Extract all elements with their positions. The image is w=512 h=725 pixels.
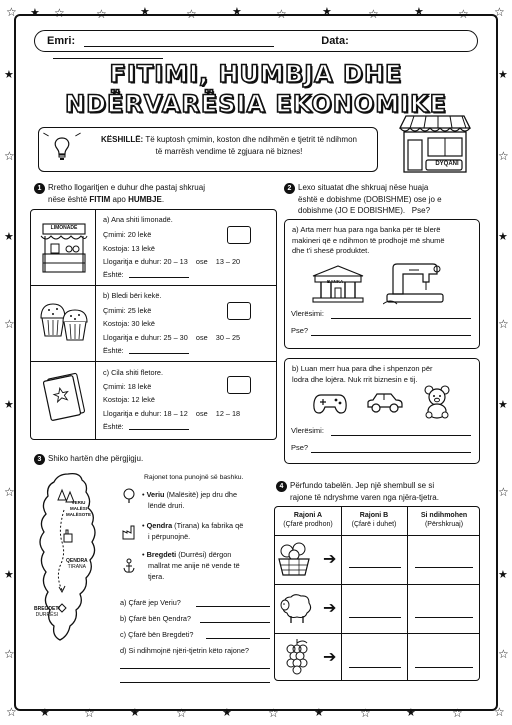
- q2b-box: [284, 358, 480, 464]
- q4-row2-col2-field[interactable]: [349, 617, 401, 618]
- q1-heading: [34, 182, 269, 205]
- q1a-cost: Kostoja: 13 lekë: [103, 244, 155, 253]
- q3-b1-cont: lëndë druri.: [148, 501, 185, 510]
- bulb-ray: [43, 133, 49, 137]
- q2-heading: [284, 182, 489, 216]
- map-south-name: BREGDETI: [34, 606, 60, 612]
- q1-row-divider: [31, 285, 276, 286]
- muffins-icon: [37, 298, 91, 342]
- q3-b3-rest: (Durrësi) dërgon: [176, 550, 232, 559]
- q3c-question: c) Çfarë bën Bregdeti?: [120, 630, 194, 639]
- teddy-bear-icon: [421, 385, 453, 419]
- q1-line2-post: .: [161, 195, 165, 204]
- q1b-answer-box[interactable]: [227, 302, 251, 320]
- page-title-line2: NDËRVARËSIA EKONOMIKE: [64, 90, 448, 118]
- q1-number: 1: [34, 183, 45, 194]
- sewing-machine-icon: [383, 260, 445, 306]
- q4-row-divider: [275, 633, 479, 634]
- q2a-evaluation-field[interactable]: [331, 318, 471, 319]
- q1b-price: Çmimi: 25 lekë: [103, 306, 152, 315]
- q1a-title: a) Ana shiti limonadë.: [103, 215, 173, 224]
- q1-box: [30, 209, 277, 440]
- map-label-north: [66, 500, 91, 518]
- q2a-evaluation-label: Vlerësimi:: [291, 309, 324, 318]
- q2b-line1: b) Luan merr hua para dhe i shpenzon për: [292, 364, 433, 373]
- tip-label: KËSHILLË:: [101, 135, 144, 144]
- q3-number: 3: [34, 454, 45, 465]
- q1c-cost: Kostoja: 12 lekë: [103, 395, 155, 404]
- q4-table: [274, 506, 480, 681]
- q2a-why-field[interactable]: [311, 335, 471, 336]
- q4-col2-title: Rajoni B: [359, 512, 389, 519]
- q4-row-divider: [275, 535, 479, 536]
- q2-number: 2: [284, 183, 295, 194]
- q4-col3-sub: (Përshkruaj): [424, 521, 464, 528]
- q1-divider: [95, 210, 96, 439]
- q1-line2-mid: apo: [110, 195, 129, 204]
- q2a-line2: makineri që e ndihmon të prodhojë më shumë: [292, 235, 445, 245]
- gamepad-icon: [313, 391, 347, 415]
- q2a-line1: a) Arta merr hua para nga banka për të blerë: [292, 225, 441, 234]
- q3b-answer-field[interactable]: [200, 622, 270, 623]
- q3-b3-cont1: mallrat me anije në vende të: [148, 561, 240, 570]
- q2b-why-label: Pse?: [291, 443, 309, 452]
- sheep-icon: [279, 591, 315, 625]
- q4-row2-arrow-icon: ➔: [323, 598, 337, 617]
- tip-text-1: Të kuptosh çmimin, koston dhe ndihmën e tjetrit të ndihmon: [145, 135, 357, 144]
- q2-line1: Lexo situatat dhe shkruaj nëse huaja: [298, 183, 429, 192]
- q3c-answer-field[interactable]: [206, 638, 270, 639]
- map-label-center: [66, 558, 88, 570]
- q4-row-divider: [275, 584, 479, 585]
- q2b-evaluation-label: Vlerësimi:: [291, 426, 324, 435]
- map-north-name: VERIU: [71, 500, 86, 505]
- tree-icon: [122, 488, 136, 504]
- map-center-sub: TIRANA: [67, 564, 86, 570]
- map-north-sub2: MALËSOTE: [66, 512, 92, 517]
- q1b-title: b) Bledi bëri kekë.: [103, 291, 162, 300]
- q3-b1-rest: (Malësitë) jep dru dhe: [164, 490, 238, 499]
- page-title-line1: FITIMI, HUMBJA DHE: [109, 60, 403, 88]
- q3d-answer-field-1[interactable]: [120, 668, 270, 669]
- q4-row3-col3-field[interactable]: [415, 667, 473, 668]
- q3-bullet-north: • Veriu (Malësitë) jep dru dhe lëndë druri.: [142, 490, 238, 510]
- q4-col2-header: [341, 507, 407, 535]
- q4-col1-title: Rajoni A: [293, 512, 323, 519]
- q3-b3-cont2: tjera.: [148, 572, 165, 581]
- q1c-title: c) Cila shiti fletore.: [103, 368, 164, 377]
- q3-b2-cont: i përpunojnë.: [148, 532, 191, 541]
- q1b-result-label: Është:: [103, 346, 124, 355]
- q1c-answer-box[interactable]: [227, 376, 251, 394]
- q4-col1-sub: (Çfarë prodhon): [283, 521, 333, 528]
- map-label-south: [34, 606, 60, 618]
- q1-line1: Rretho llogaritjen e duhur dhe pastaj shkruaj: [48, 183, 205, 192]
- q3-bullet-center: • Qendra (Tirana) ka fabrika që i përpunojnë.: [142, 521, 244, 541]
- tip-box: [38, 127, 378, 172]
- q4-row3-col2-field[interactable]: [349, 667, 401, 668]
- q4-number: 4: [276, 481, 287, 492]
- q2b-line2: lodra dhe lojëra. Nuk rrit biznesin e tij.: [292, 374, 418, 384]
- q1a-result-field[interactable]: [129, 277, 189, 278]
- fruit-basket-icon: [277, 539, 311, 579]
- q3-b2-rest: (Tirana) ka fabrika që: [172, 521, 244, 530]
- q4-col2-sub: (Çfarë i duhet): [351, 521, 397, 528]
- q1a-calc[interactable]: Llogaritja e duhur: 20 – 13 ose 13 – 20: [103, 257, 241, 266]
- q4-line1: Përfundo tabelën. Jep një shembull se si: [290, 481, 435, 490]
- lightbulb-icon: [53, 136, 71, 162]
- q3-heading-text: Shiko hartën dhe përgjigju.: [48, 454, 144, 463]
- q2a-why-label: Pse?: [291, 326, 309, 335]
- q1-row-divider: [31, 361, 276, 362]
- q3-bullet-south: • Bregdeti (Durrësi) dërgon mallrat me anije në vende të tjera.: [142, 550, 240, 581]
- q2b-why-field[interactable]: [311, 452, 471, 453]
- q4-heading: [276, 480, 486, 503]
- map-north-sub1: MALËSI: [70, 506, 88, 511]
- q3a-answer-field[interactable]: [196, 606, 270, 607]
- name-label: Emri:: [47, 35, 76, 47]
- q1b-cost: Kostoja: 30 lekë: [103, 319, 155, 328]
- shop-sign: DYQANI: [435, 161, 459, 167]
- q2b-evaluation-field[interactable]: [331, 435, 471, 436]
- q3-intro: Rajonet tona punojnë së bashku.: [144, 474, 244, 481]
- q4-col3-header: [407, 507, 481, 535]
- bulb-ray: [75, 133, 81, 137]
- q4-row3-arrow-icon: ➔: [323, 647, 337, 666]
- q2a-line3: dhe t'i shesë produktet.: [292, 246, 370, 255]
- date-field[interactable]: [53, 49, 163, 59]
- q4-col-divider: [341, 507, 342, 680]
- q3a-question: a) Çfarë jep Veriu?: [120, 598, 181, 607]
- q3d-question: d) Si ndihmojnë njëri-tjetrin këto rajone?: [120, 646, 249, 655]
- stand-sign: LIMONADË: [50, 225, 78, 231]
- q1b-result-field[interactable]: [129, 353, 189, 354]
- q1c-calc[interactable]: Llogaritja e duhur: 18 – 12 ose 12 – 18: [103, 409, 241, 418]
- toy-car-icon: [365, 391, 405, 415]
- q1c-result-field[interactable]: [129, 429, 189, 430]
- q3-b1-name: Veriu: [146, 490, 165, 499]
- q4-row2-col3-field[interactable]: [415, 617, 473, 618]
- q3-b2-name: Qendra: [146, 521, 173, 530]
- q4-row1-col3-field[interactable]: [415, 567, 473, 568]
- q1-fitim: FITIM: [89, 195, 111, 204]
- q1a-price: Çmimi: 20 lekë: [103, 230, 152, 239]
- q4-row1-col2-field[interactable]: [349, 567, 401, 568]
- q3-b3-name: Bregdeti: [146, 550, 177, 559]
- name-date-bar: [34, 30, 478, 52]
- anchor-icon: [122, 558, 136, 574]
- grapes-icon: [283, 637, 311, 677]
- q4-col-divider: [407, 507, 408, 680]
- map-south-sub: DURRËSI: [35, 612, 59, 618]
- q1c-result-label: Është:: [103, 422, 124, 431]
- q1a-answer-box[interactable]: [227, 226, 251, 244]
- q1b-calc[interactable]: Llogaritja e duhur: 25 – 30 ose 30 – 25: [103, 333, 241, 342]
- q3b-question: b) Çfarë bën Qendra?: [120, 614, 191, 623]
- q2-line2: është e dobishme (DOBISHME) ose jo e: [298, 195, 442, 204]
- name-field[interactable]: [84, 37, 274, 47]
- q4-col3-title: Si ndihmohen: [420, 512, 468, 519]
- q1c-price: Çmimi: 18 lekë: [103, 382, 152, 391]
- date-label: Data:: [321, 35, 349, 47]
- bank-sign: BANKA: [327, 279, 344, 284]
- q2a-box: [284, 219, 480, 349]
- q3d-answer-field-2[interactable]: [120, 682, 270, 683]
- q4-col1-header: [275, 507, 341, 535]
- factory-icon: [122, 524, 136, 540]
- q3-heading: [34, 453, 143, 465]
- q2-line3: dobishme (JO E DOBISHME). Pse?: [298, 206, 431, 215]
- q4-row1-arrow-icon: ➔: [323, 549, 337, 568]
- map-center-name: QENDRA: [66, 558, 88, 564]
- tip-text-2: të marrësh vendime të zgjuara në biznes!: [155, 147, 303, 156]
- q4-line2: rajone të ndryshme varen nga njëra-tjetra.: [290, 493, 439, 502]
- q1-line2-pre: nëse është: [48, 195, 90, 204]
- notebook-icon: [43, 372, 85, 422]
- q1a-result-label: Është:: [103, 270, 124, 279]
- q1-humbje: HUMBJE: [128, 195, 162, 204]
